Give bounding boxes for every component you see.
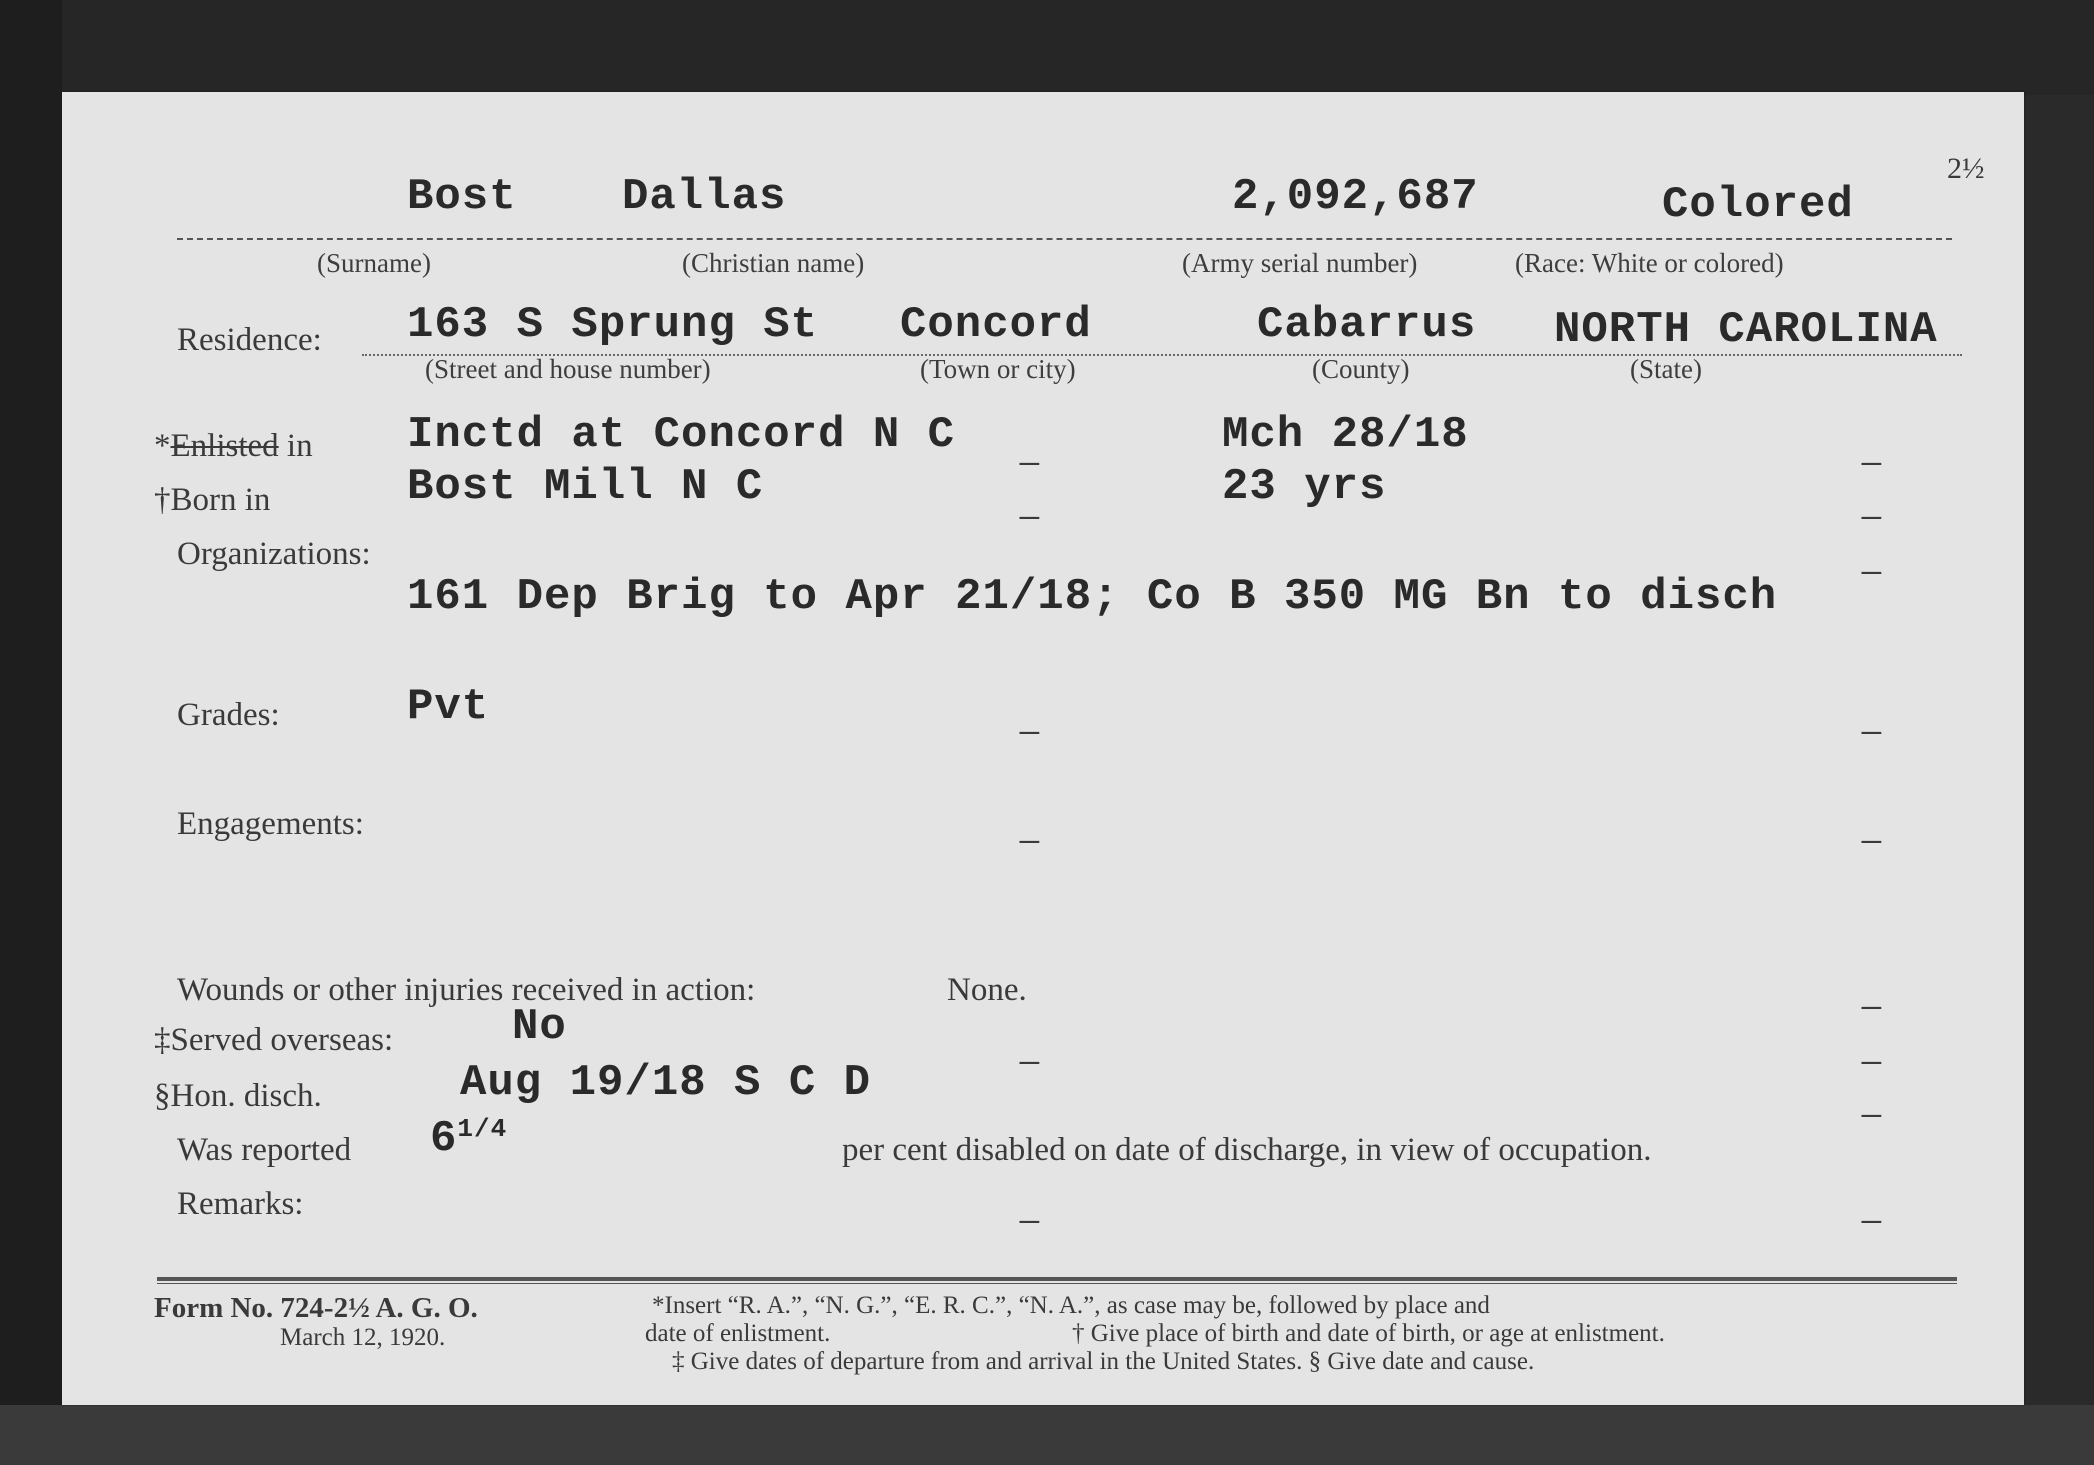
street-value: 163 S Sprung St (407, 300, 819, 350)
town-value: Concord (900, 300, 1092, 350)
disability-percent (430, 1114, 507, 1164)
footer-note-1: *Insert “R. A.”, “N. G.”, “E. R. C.”, “N. A.”, as case may be, followed by place and (652, 1292, 1490, 1319)
overseas-dash-right: _ (1862, 1027, 1881, 1065)
grades-dash-mid: _ (1020, 697, 1039, 735)
born-age-value: 23 yrs (1222, 462, 1387, 512)
background-top (0, 0, 2094, 95)
enlisted-place-value: Inctd at Concord N C (407, 410, 956, 460)
engagements-label: Engagements: (177, 806, 364, 842)
grades-dash-right: _ (1862, 697, 1881, 735)
engagements-dash-mid: _ (1020, 806, 1039, 844)
engagements-dash-right: _ (1862, 806, 1881, 844)
footer-note-2a: date of enlistment. (645, 1320, 831, 1347)
organizations-dash-right: _ (1862, 537, 1881, 575)
born-label: †Born in (154, 482, 271, 518)
overseas-value: No (512, 1002, 567, 1052)
race-value: Colored (1662, 180, 1854, 230)
wounds-value: None. (947, 972, 1027, 1008)
county-caption: (County) (1312, 354, 1410, 384)
footer-rule-thick (157, 1277, 1957, 1281)
background-left (0, 0, 62, 1465)
footer-rule-thin (157, 1283, 1957, 1284)
remarks-dash-mid: _ (1020, 1186, 1039, 1224)
form-date: March 12, 1920. (280, 1324, 446, 1351)
state-caption: (State) (1630, 354, 1702, 384)
discharge-dash-right: _ (1862, 1080, 1881, 1118)
serial-number-value: 2,092,687 (1232, 172, 1479, 222)
overseas-dash-mid: _ (1020, 1027, 1039, 1065)
grades-label: Grades: (177, 697, 280, 733)
enlisted-struck-word: Enlisted (170, 428, 279, 464)
discharge-label: §Hon. disch. (154, 1078, 322, 1114)
enlisted-dash-right: _ (1862, 428, 1881, 466)
enlisted-dash-mid: _ (1020, 428, 1039, 466)
born-place-value: Bost Mill N C (407, 462, 764, 512)
background-bottom (0, 1405, 2094, 1465)
enlisted-date-value: Mch 28/18 (1222, 410, 1469, 460)
grades-value: Pvt (407, 682, 490, 732)
enlistment-record-card (62, 92, 2024, 1405)
state-value: NORTH CAROLINA (1554, 305, 1938, 355)
enlisted-in-word: in (278, 428, 313, 464)
town-caption: (Town or city) (920, 354, 1076, 384)
disability-whole: 6 (430, 1114, 458, 1164)
remarks-dash-right: _ (1862, 1186, 1881, 1224)
disability-label: Was reported (177, 1132, 352, 1168)
surname-caption: (Surname) (317, 248, 431, 278)
overseas-label: ‡Served overseas: (154, 1022, 394, 1058)
remarks-label: Remarks: (177, 1186, 304, 1222)
disability-fraction: 1/4 (457, 1114, 508, 1144)
christian-name-caption: (Christian name) (682, 248, 865, 278)
form-number: Form No. 724-2½ A. G. O. (154, 1292, 478, 1324)
enlisted-label (154, 428, 313, 465)
race-caption: (Race: White or colored) (1515, 248, 1784, 278)
born-dash-right: _ (1862, 482, 1881, 520)
surname-value: Bost (407, 172, 517, 222)
street-caption: (Street and house number) (425, 354, 711, 384)
organizations-value: 161 Dep Brig to Apr 21/18; Co B 350 MG Bn to disch (407, 572, 1778, 622)
born-dash-mid: _ (1020, 482, 1039, 520)
enlisted-mark: * (154, 428, 171, 464)
footer-note-2b: † Give place of birth and date of birth, or age at enlistment. (1072, 1320, 1665, 1347)
serial-number-caption: (Army serial number) (1182, 248, 1418, 278)
county-value: Cabarrus (1257, 300, 1477, 350)
residence-label: Residence: (177, 322, 322, 358)
card-corner-number: 2½ (1947, 152, 1985, 185)
name-row-rule (177, 238, 1952, 240)
discharge-value: Aug 19/18 S C D (460, 1058, 872, 1108)
wounds-dash-right: _ (1862, 972, 1881, 1010)
organizations-label: Organizations: (177, 536, 371, 572)
wounds-label: Wounds or other injuries received in action: (177, 972, 756, 1008)
christian-name-value: Dallas (622, 172, 787, 222)
disability-text: per cent disabled on date of discharge, in view of occupation. (842, 1132, 1652, 1168)
footer-note-3: ‡ Give dates of departure from and arrival in the United States. § Give date and cause. (672, 1348, 1535, 1375)
